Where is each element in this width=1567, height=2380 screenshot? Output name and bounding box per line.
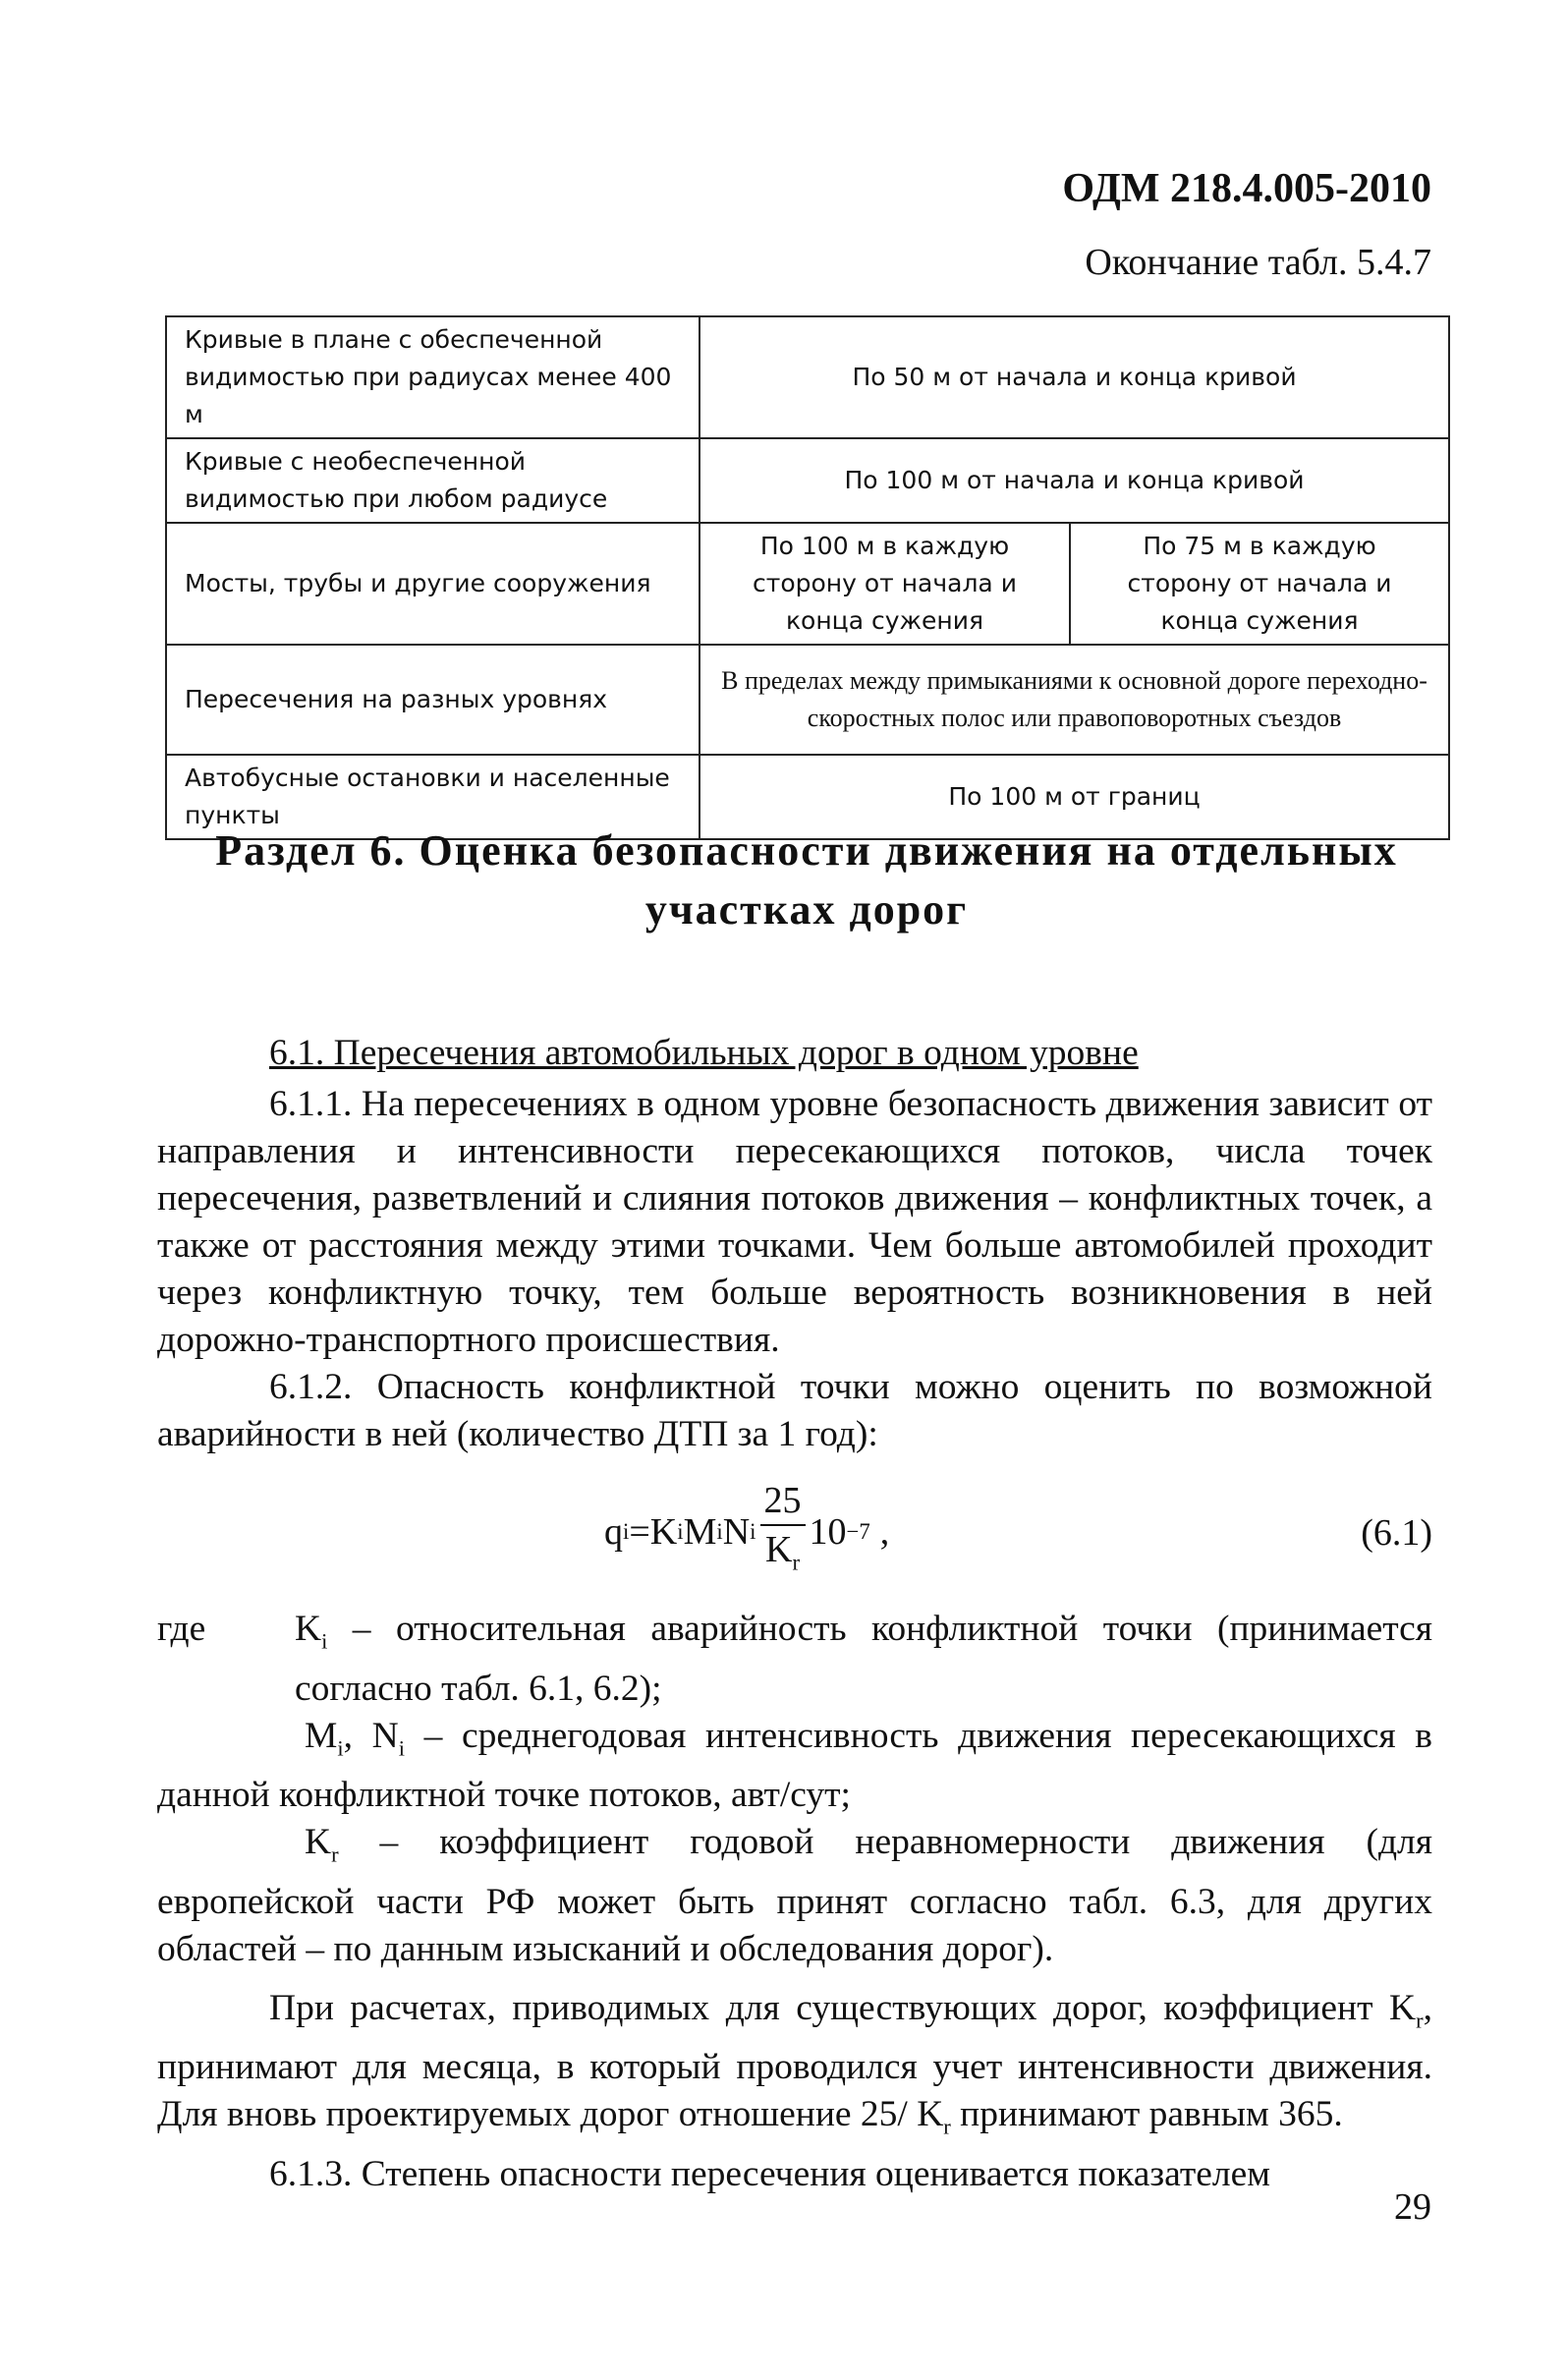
document-code: ОДМ 218.4.005-2010 [1062,166,1431,211]
paragraph-6-1-2: 6.1.2. Опасность конфликтной точки можно оценить по возможной аварийности в ней (количество ДТП за 1 год): [157,1367,1432,1454]
table-cell-right: По 100 м от границ [700,755,1449,839]
def-m-sub: i [337,1735,344,1760]
formula-n-sub: i [750,1519,756,1544]
table-cell-right: По 100 м от начала и конца кривой [700,438,1449,523]
formula-fraction [760,1477,806,1587]
def-m-symbol: M [305,1715,338,1756]
where-word: где [157,1609,206,1649]
formula-m-sub: i [716,1519,723,1544]
table-cell-right-b: По 75 м в каждую сторону от начала и конца сужения [1070,523,1449,645]
formula-exp: −7 [846,1519,870,1544]
formula-eq: = [629,1511,650,1553]
def-kr-sub: r [331,1842,339,1867]
table-row [166,438,1449,523]
def-k-sub: i [321,1628,328,1654]
calc-text-3: принимают равным 365. [950,2094,1343,2134]
table-row [166,645,1449,755]
formula-k: K [649,1511,678,1553]
formula-den-k: K [764,1529,793,1571]
paragraph-6-1-3: 6.1.3. Степень опасности пересечения оценивается показателем [269,2153,1270,2194]
formula-expression [604,1470,889,1594]
table-cell-left: Автобусные остановки и населенные пункты [166,755,700,839]
calc-k-sub: r [1416,2008,1424,2032]
def-n-sub: i [398,1735,405,1760]
formula-comma: , [879,1511,890,1553]
formula-k-sub: i [677,1519,684,1544]
subsection-heading: 6.1. Пересечения автомобильных дорог в одном уровне [269,1033,1139,1073]
formula-m: M [683,1511,717,1553]
definition-mn [157,1713,1432,1820]
table-cell-left: Пересечения на разных уровнях [166,645,700,755]
calc-text-1: При расчетах, приводимых для существующих дорог, коэффициент [269,1987,1390,2028]
table-caption: Окончание табл. 5.4.7 [1085,242,1431,283]
section-title-line1: Раздел 6. Оценка безопасности движения на отдельных [215,826,1398,875]
calc-k-symbol: K [1389,1987,1417,2028]
table-row [166,316,1449,438]
def-n-symbol: N [371,1715,399,1756]
formula-denominator [765,1526,800,1587]
formula-numerator: 25 [760,1477,806,1526]
definition-k [157,1606,1432,1713]
calc-k2-sub: r [943,2114,951,2139]
paragraph-6-1-1: 6.1.1. На пересечениях в одном уровне безопасность движения зависит от направления и интенсивности пересекающихся потоков, числа точек пересечения, разветвлений и слияния потоков движения – конфликтных точек, а также от расстояния между этими точками. Чем больше автомобилей проходит через конфликтную точку, тем больше вероятность возникновения в ней дорожно-транспортного происшествия. [157,1084,1432,1360]
formula-n: N [722,1511,751,1553]
table-cell-right: В пределах между примыканиями к основной дороге переходно-скоростных полос или правоповоротных съездов [700,645,1449,755]
section-title-line2: участках дорог [644,885,969,934]
def-mn-sep: , [343,1715,372,1756]
def-kr-symbol: K [305,1822,332,1862]
calc-text-2: , принимают для месяца, в который проводился учет интенсивности движения. Для вновь проектируемых дорог отношение 25/ [157,1987,1432,2134]
section-title [165,822,1448,939]
table-cell-left: Кривые с необеспеченной видимостью при любом радиусе [166,438,700,523]
table-5-4-7-end [165,315,1450,840]
definition-kr [157,1819,1432,1973]
formula-lhs-sub: i [623,1519,630,1544]
table-cell-right-a: По 100 м в каждую сторону от начала и конца сужения [700,523,1070,645]
formula-number: (6.1) [1361,1512,1432,1554]
table-cell-left: Кривые в плане с обеспеченной видимостью при радиусах менее 400 м [166,316,700,438]
def-kr-text: – коэффициент годовой неравномерности движения (для европейской части РФ может быть принят согласно табл. 6.3, для других областей – по данным изысканий и обследования дорог). [157,1822,1432,1969]
paragraph-calculation [157,1985,1432,2151]
def-mn-text: – среднегодовая интенсивность движения пересекающихся в данной конфликтной точке потоков, авт/сут; [157,1715,1432,1815]
table-row [166,523,1449,645]
formula-lhs: q [604,1511,623,1553]
definition-k-first-line [295,1606,1432,1713]
table-cell-left: Мосты, трубы и другие сооружения [166,523,700,645]
def-k-symbol: K [295,1609,322,1649]
table-cell-right: По 50 м от начала и конца кривой [700,316,1449,438]
calc-k2-symbol: K [917,2094,944,2134]
page-number: 29 [1394,2186,1431,2228]
formula-den-sub: r [792,1550,801,1575]
formula-ten: 10 [809,1511,847,1553]
body-text [157,1030,1432,2198]
def-k-text: – относительная аварийность конфликтной точки (принимается согласно табл. 6.1, 6.2); [295,1609,1432,1709]
formula-6-1 [157,1470,1432,1594]
